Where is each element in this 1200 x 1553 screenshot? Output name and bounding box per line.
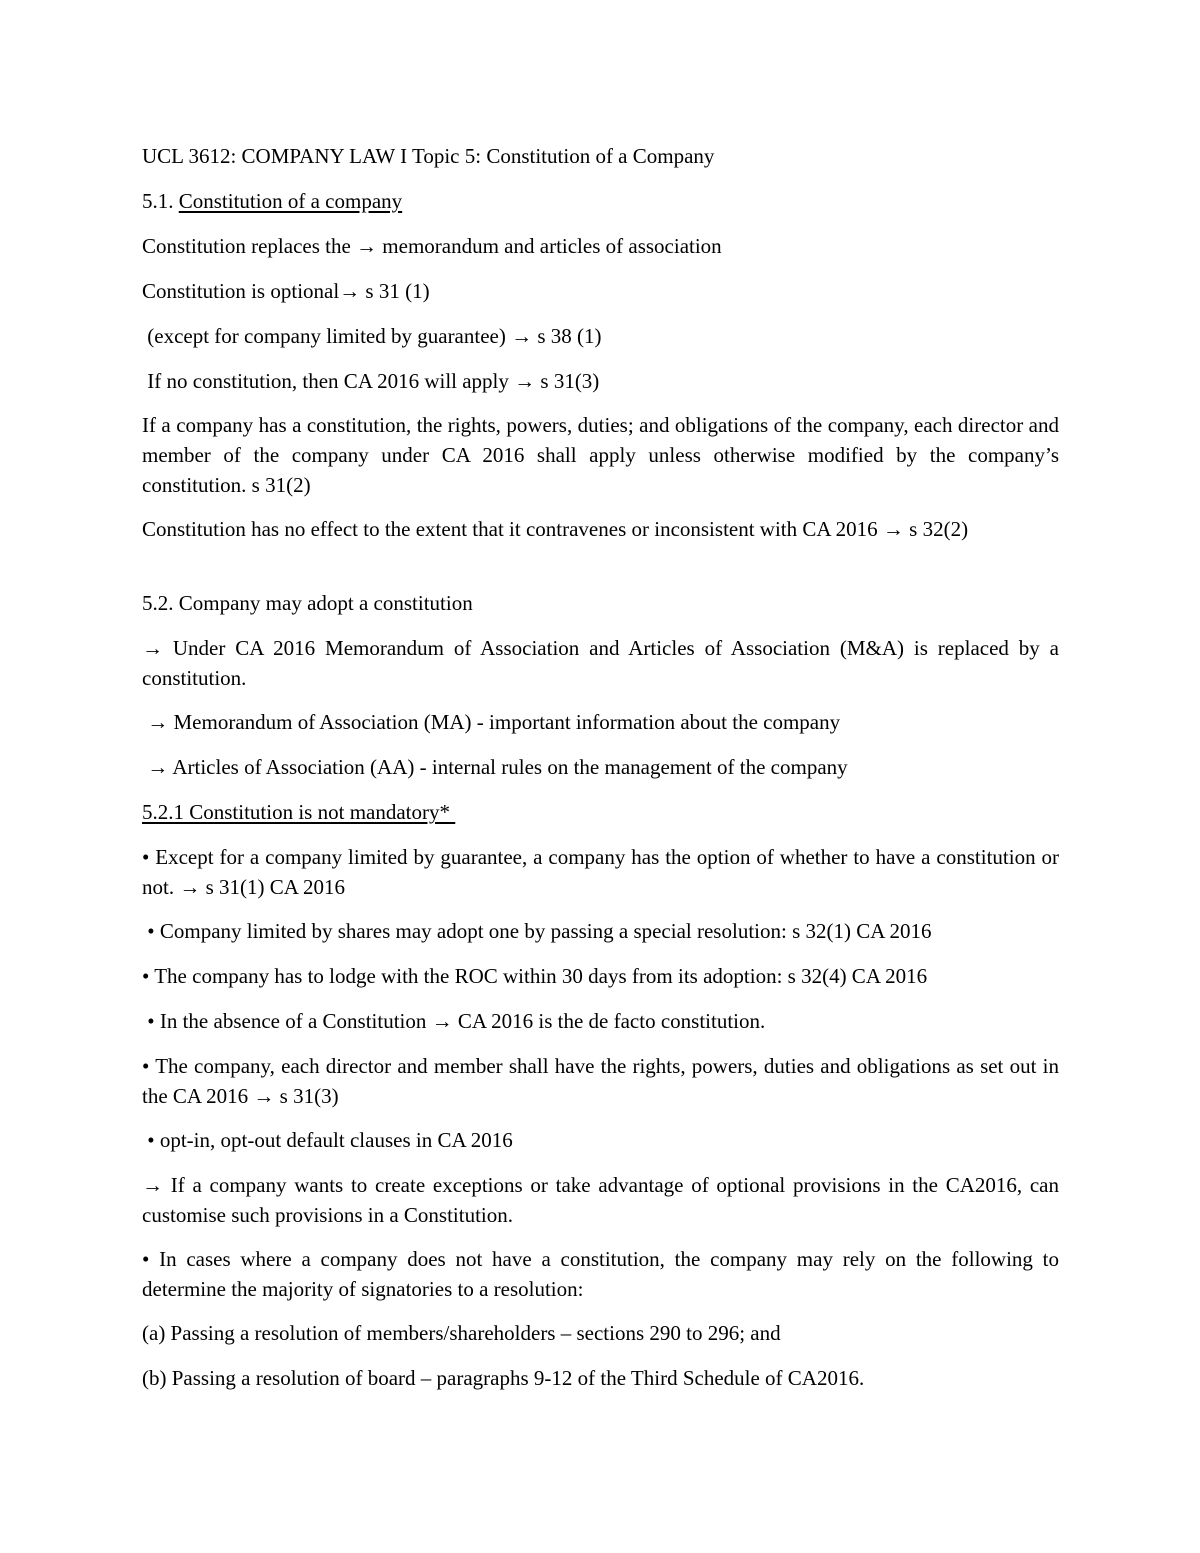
list-item-b: (b) Passing a resolution of board – paragraphs 9-12 of the Third Schedule of CA2016.: [142, 1366, 865, 1390]
paragraph-under-ca: → Under CA 2016 Memorandum of Association and Articles of Association (M&A) is replaced by a constitution.: [142, 636, 1065, 690]
paragraph-memorandum: → Memorandum of Association (MA) - important information about the company: [142, 710, 841, 734]
paragraph-replaces: Constitution replaces the → memorandum and articles of association: [142, 234, 722, 258]
bullet-lodge-roc: • The company has to lodge with the ROC within 30 days from its adoption: s 32(4) CA 2016: [142, 964, 928, 988]
document-title: UCL 3612: COMPANY LAW I Topic 5: Constitution of a Company: [142, 144, 715, 168]
section-5-1-number: 5.1.: [142, 189, 179, 213]
section-5-2-heading: 5.2. Company may adopt a constitution: [142, 591, 473, 615]
bullet-company-rights: • The company, each director and member shall have the rights, powers, duties and obligations as set out in the CA 2016 → s 31(3): [142, 1054, 1065, 1108]
bullet-limited-by-shares: • Company limited by shares may adopt one by passing a special resolution: s 32(1) CA 2016: [142, 919, 932, 943]
list-item-a: (a) Passing a resolution of members/shareholders – sections 290 to 296; and: [142, 1321, 781, 1345]
paragraph-optional: Constitution is optional→ s 31 (1): [142, 279, 430, 303]
paragraph-exceptions: → If a company wants to create exceptions or take advantage of optional provisions in the CA2016, can customise such provisions in a Constitution.: [142, 1173, 1065, 1227]
paragraph-except-guarantee: (except for company limited by guarantee) → s 38 (1): [142, 324, 602, 348]
paragraph-rights-powers: If a company has a constitution, the rights, powers, duties; and obligations of the company, each director and member of the company under CA 2016 shall apply unless otherwise modified by the company’s constitution. s 31(2): [142, 413, 1065, 497]
paragraph-no-effect: Constitution has no effect to the extent that it contravenes or inconsistent with CA 2016 → s 32(2): [142, 517, 969, 541]
section-5-2-1-heading: [142, 797, 455, 827]
bullet-opt-in-out: • opt-in, opt-out default clauses in CA 2016: [142, 1128, 513, 1152]
bullet-no-constitution-cases: • In cases where a company does not have a constitution, the company may rely on the following to determine the majority of signatories to a resolution:: [142, 1247, 1065, 1301]
bullet-absence: • In the absence of a Constitution → CA 2016 is the de facto constitution.: [142, 1009, 766, 1033]
section-5-1-title: Constitution of a company: [178, 189, 403, 213]
section-5-1-heading: [142, 186, 402, 216]
section-5-2-1-title: 5.2.1 Constitution is not mandatory*: [142, 800, 456, 824]
bullet-option: • Except for a company limited by guarantee, a company has the option of whether to have a constitution or not. → s 31(1) CA 2016: [142, 845, 1065, 899]
paragraph-articles: → Articles of Association (AA) - internal rules on the management of the company: [142, 755, 848, 779]
paragraph-no-constitution: If no constitution, then CA 2016 will apply → s 31(3): [142, 369, 600, 393]
